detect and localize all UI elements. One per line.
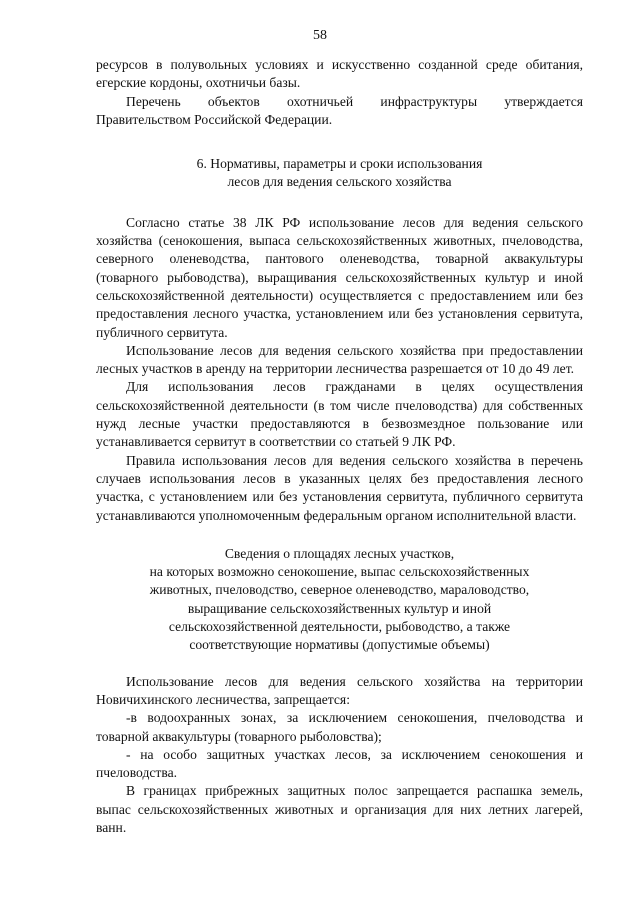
info-heading-line: на которых возможно сенокошение, выпас сельскохозяйственных <box>149 564 530 580</box>
paragraph-coastal-strips: В границах прибрежных защитных полос запрещается распашка земель, выпас сельскохозяйственных животных и организация для них летних лагерей, ванн. <box>96 783 583 835</box>
paragraph-lease-term: Использование лесов для ведения сельского хозяйства при предоставлении лесных участков в аренду на территории лесничества разрешается от 10 до 49 лет. <box>96 342 583 377</box>
paragraph-infrastructure: Перечень объектов охотничьей инфраструктуры утверждается Правительством Российской Федерации. <box>96 93 583 127</box>
info-heading-line: Сведения о площадях лесных участков, <box>224 545 455 561</box>
info-heading-line: выращивание сельскохозяйственных культур и иной <box>187 600 492 616</box>
paragraph-protective-areas: - на особо защитных участках лесов, за исключением сенокошения и пчеловодства. <box>96 746 583 781</box>
info-heading-line: сельскохозяйственной деятельности, рыбоводство, а также <box>168 619 511 635</box>
info-heading-line: животных, пчеловодство, северное оленеводство, мараловодство, <box>149 582 530 598</box>
paragraph-continuation: ресурсов в полувольных условиях и искусственно созданной среде обитания, егерские кордоны, охотничьи базы. <box>96 57 583 91</box>
paragraph-article-38: Согласно статье 38 ЛК РФ использование лесов для ведения сельского хозяйства (сенокошения, выпаса сельскохозяйственных животных, пчеловодства, северного оленеводства, пантового оленеводства, товарной аквакультуры (товарного рыбоводства), выращивания сельскохозяйственных культур и иной сельскохозяйственной деятельности) осуществляется с предоставлением или без предоставления лесного участка, установлением или без установления сервитута, публичного сервитута. <box>96 214 583 340</box>
page-number: 58 <box>313 28 327 43</box>
info-heading <box>96 545 583 655</box>
page-content <box>96 56 583 837</box>
paragraph-prohibition-intro: Использование лесов для ведения сельского хозяйства на территории Новичихинского лесничества, запрещается: <box>96 673 583 707</box>
paragraph-water-zones: -в водоохранных зонах, за исключением сенокошения, пчеловодства и товарной аквакультуры (товарного рыболовства); <box>96 710 583 744</box>
paragraph-citizens-use: Для использования лесов гражданами в целях осуществления сельскохозяйственной деятельности (в том числе пчеловодства) для собственных нужд лесные участки предоставляются в безвозмездное пользование или устанавливается сервитут в соответствии со статьей 9 ЛК РФ. <box>96 379 583 450</box>
section-6-heading-line: 6. Нормативы, параметры и сроки использования <box>196 156 483 172</box>
paragraph-rules: Правила использования лесов для ведения сельского хозяйства в перечень случаев использования лесов в указанных целях без предоставления лесного участка, с установлением или без установления сервитута, публичного сервитута устанавливаются уполномоченным федеральным органом исполнительной власти. <box>96 452 583 523</box>
section-6-heading-line: лесов для ведения сельского хозяйства <box>227 174 452 190</box>
section-6-heading <box>96 155 583 192</box>
info-heading-line: соответствующие нормативы (допустимые объемы) <box>189 637 490 653</box>
